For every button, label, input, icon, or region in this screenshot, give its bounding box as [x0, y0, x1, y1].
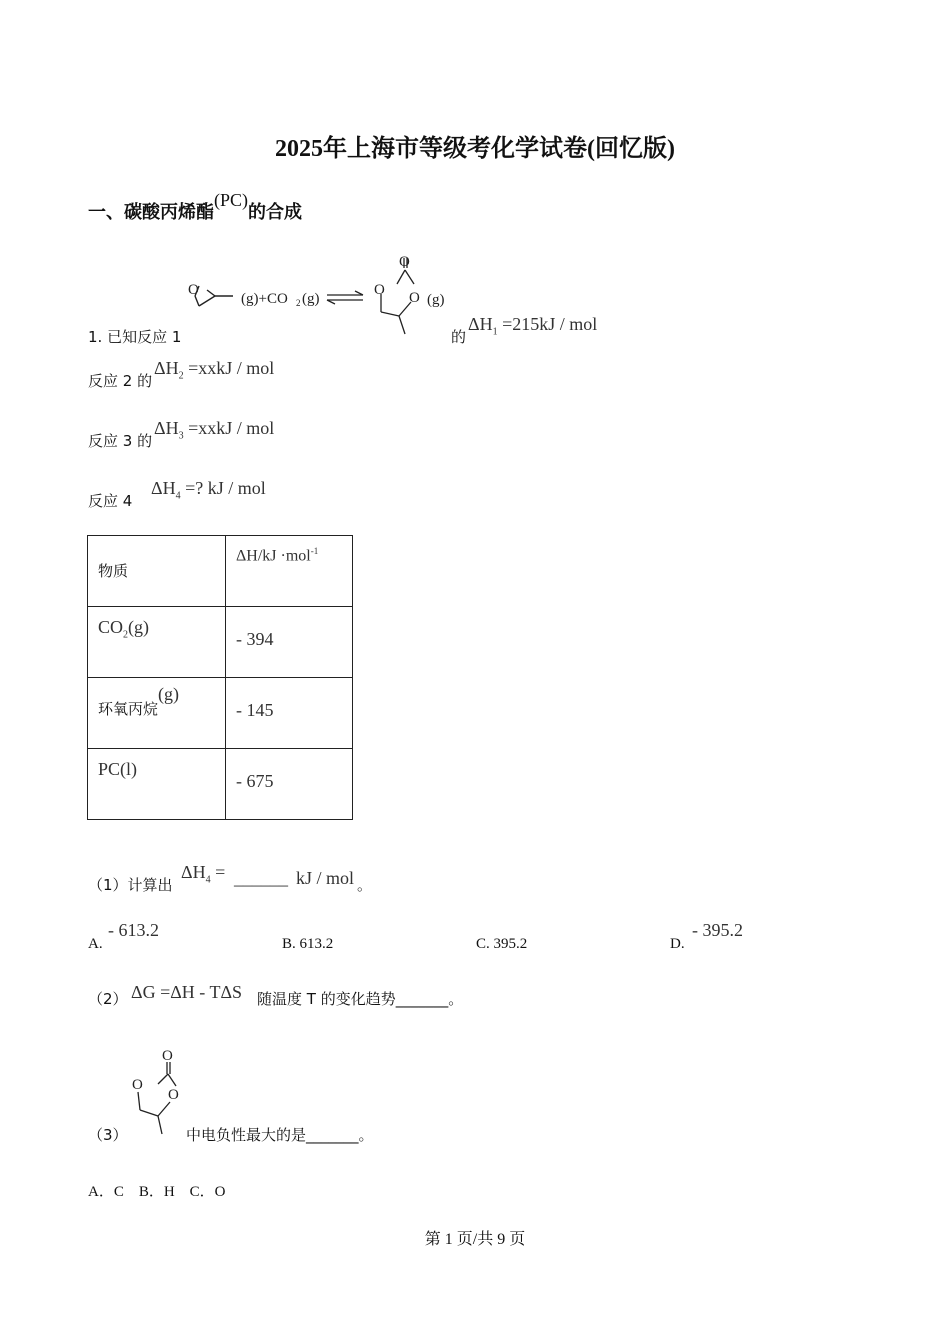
sub1-end: 。 [357, 876, 373, 894]
enthalpy-table [87, 535, 353, 820]
page-title: 2025年上海市等级考化学试卷(回忆版) [275, 136, 675, 162]
table-row [88, 749, 353, 820]
section-heading-post: 的合成 [248, 202, 303, 223]
gibbs-formula: ΔG =ΔH - TΔS [131, 982, 243, 1002]
sub2-label: （2） [88, 990, 128, 1008]
epoxide-structure [195, 286, 233, 306]
dh1-value: =215kJ / mol [502, 314, 598, 334]
pc-small-o1: O [162, 1048, 173, 1064]
table-cell: PC(l) [88, 749, 226, 820]
option-c: C. 395.2 [476, 936, 528, 952]
sub3-label: （3） [88, 1126, 128, 1144]
reaction-scheme [185, 250, 455, 340]
reaction2-label: 反应 2 的 [88, 372, 153, 390]
table-header-row [88, 536, 353, 607]
sub1-label: （1）计算出 [88, 876, 173, 894]
table-row [88, 607, 353, 678]
section-heading [88, 190, 303, 224]
table-cell: - 394 [226, 607, 353, 678]
table-cell: ΔH/kJ ·mol$^{-1}$ [226, 536, 353, 607]
sub1-unit: kJ / mol [296, 868, 355, 888]
option-a-letter: A. [88, 936, 103, 952]
dh1-symbol: ΔH [468, 314, 493, 334]
dh1-sub: 1 [492, 326, 498, 338]
scheme-co2-g: (g) [302, 291, 320, 307]
page-footer: 第 1 页/共 9 页 [424, 1231, 526, 1248]
table-cell: $CO_2(g)$ [88, 607, 226, 678]
pc-small-o2: O [132, 1077, 143, 1093]
pc-o-left: O [374, 282, 385, 298]
epoxide-o: O [188, 282, 199, 298]
dh2-formula: $\Delta H_2$ =xxkJ / mol [154, 358, 275, 382]
pc-structure-small [122, 1044, 192, 1140]
equilibrium-arrow-icon [327, 291, 363, 304]
section-heading-pc: (PC) [214, 190, 249, 210]
reaction3-label: 反应 3 的 [88, 432, 153, 450]
pc-o-right: O [409, 290, 420, 306]
option-d-value: - 395.2 [692, 920, 743, 940]
dh1-formula [468, 314, 597, 338]
pc-small-o3: O [168, 1087, 179, 1103]
table-cell: 物质 [88, 536, 226, 607]
option-a-value: - 613.2 [108, 920, 159, 940]
scheme-co2-sub: 2 [296, 298, 301, 308]
scheme-right-g: (g) [427, 292, 445, 308]
table-cell: - 145 [226, 678, 353, 749]
pc-o-carbonyl: O [399, 254, 410, 270]
dh4-formula: $\Delta H_4$ =? kJ / mol [151, 478, 266, 502]
q1-label: 1. 已知反应 1 [88, 328, 182, 346]
sub1-formula: $\Delta H_4$ = [181, 862, 226, 886]
option-b: B. 613.2 [282, 936, 334, 952]
sub3-options: A．C B．H C．O [88, 1184, 226, 1200]
scheme-left-text: (g)+CO [241, 291, 288, 307]
sub1-blank: ______ [234, 868, 288, 888]
section-heading-pre: 一、碳酸丙烯酯 [88, 202, 214, 223]
table-cell: - 675 [226, 749, 353, 820]
reaction4-label: 反应 4 [88, 492, 133, 510]
sub3-text: 中电负性最大的是_______。 [186, 1126, 374, 1144]
option-d-letter: D. [670, 936, 685, 952]
table-row [88, 678, 353, 749]
sub2-text: 随温度 T 的变化趋势_______。 [257, 990, 464, 1008]
dh3-formula: $\Delta H_3$ =xxkJ / mol [154, 418, 275, 442]
q1-de: 的 [451, 328, 467, 346]
table-cell: 环氧丙烷(g) [88, 678, 226, 749]
